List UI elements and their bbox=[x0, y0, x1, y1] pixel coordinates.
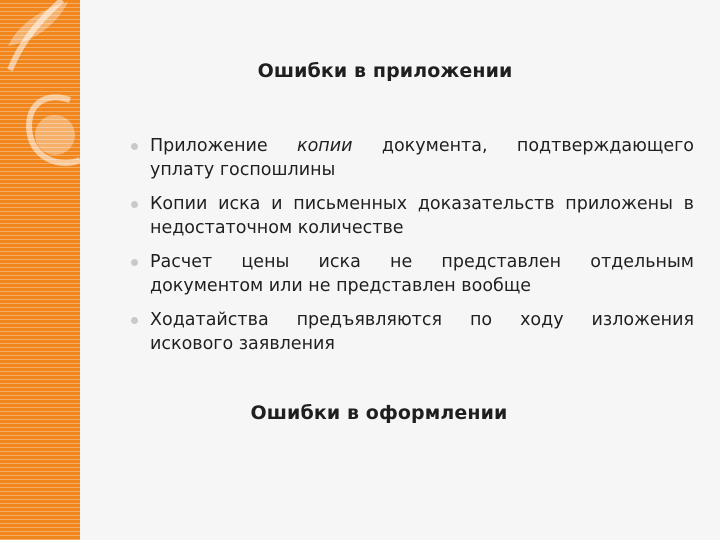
list-item-text: документом или не представлен вообще bbox=[150, 276, 532, 296]
list-item-line bbox=[150, 134, 694, 158]
bullet-dot-icon bbox=[131, 259, 138, 266]
list-item-text: Ходатайства предъявляются по ходу изложения bbox=[150, 310, 694, 330]
list-item-text: недостаточном количестве bbox=[150, 218, 404, 238]
bullet-dot-icon bbox=[131, 317, 138, 324]
list-item bbox=[128, 192, 694, 240]
error-list bbox=[128, 134, 694, 366]
slide-content bbox=[80, 0, 720, 540]
leaf-swirl-decoration-icon bbox=[0, 0, 80, 220]
bullet-dot-icon bbox=[131, 201, 138, 208]
list-item-text: Копии иска и письменных доказательств приложены в bbox=[150, 194, 694, 214]
list-item-text: искового заявления bbox=[150, 334, 335, 354]
list-item-italic-text: копии bbox=[297, 136, 353, 156]
list-item-text: Расчет цены иска не представлен отдельным bbox=[150, 252, 694, 272]
list-item-text: документа, подтверждающего bbox=[352, 136, 694, 156]
list-item bbox=[128, 134, 694, 182]
list-item-text: уплату госпошлины bbox=[150, 160, 336, 180]
bullet-dot-icon bbox=[131, 143, 138, 150]
list-item-text: Приложение bbox=[150, 136, 298, 156]
section-heading-formatting-errors: Ошибки в оформлении bbox=[250, 402, 508, 424]
section-heading-attachment-errors: Ошибки в приложении bbox=[257, 60, 513, 82]
list-item bbox=[128, 308, 694, 356]
list-item bbox=[128, 250, 694, 298]
